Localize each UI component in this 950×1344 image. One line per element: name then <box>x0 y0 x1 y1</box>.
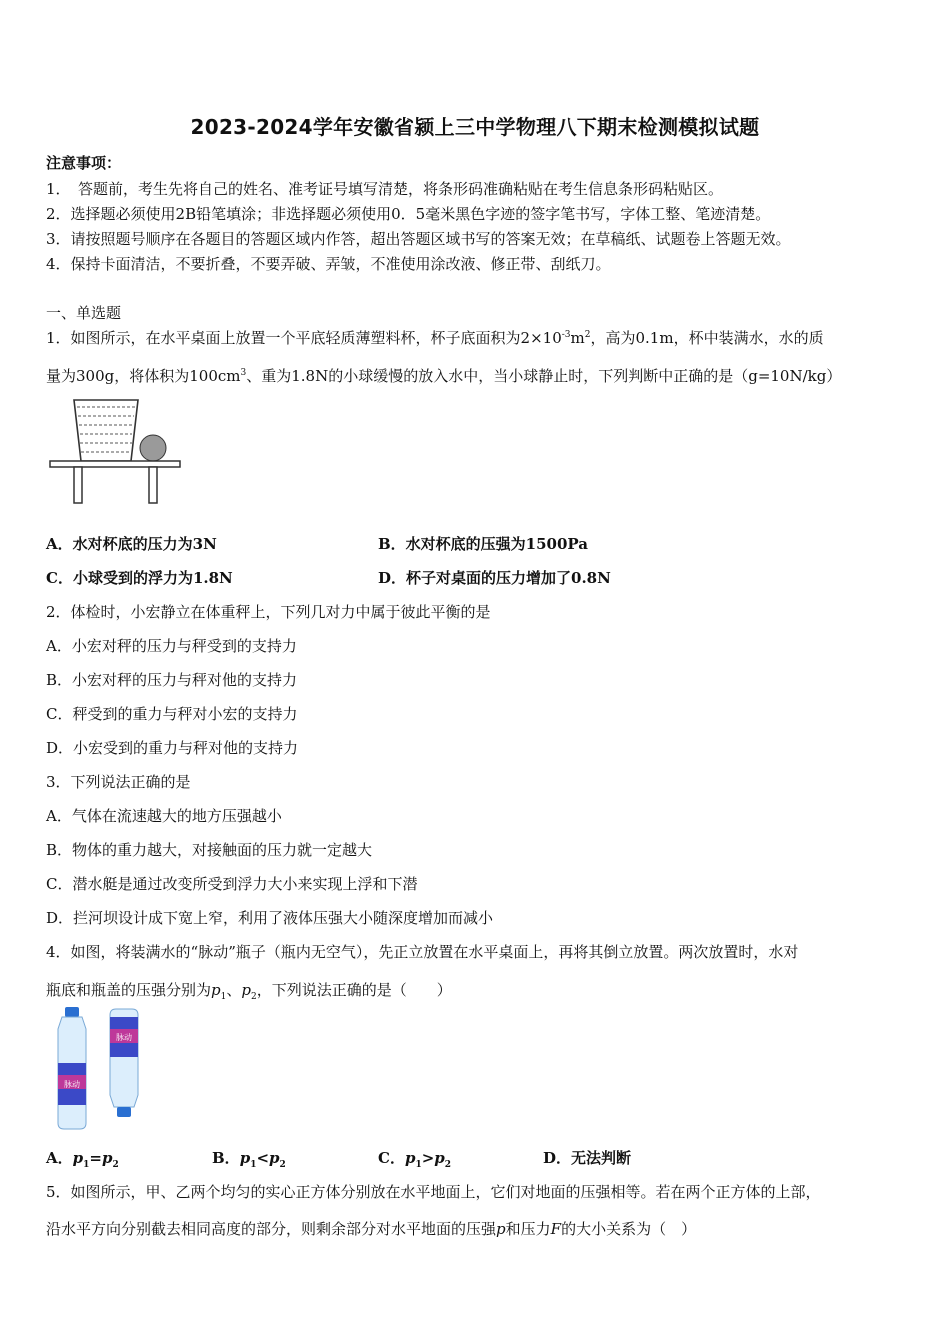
q4-option-c: C．$p_1>p_2$ <box>378 1149 452 1170</box>
svg-text:脉动: 脉动 <box>116 1033 132 1042</box>
q4-option-b: B．$p_1<p_2$ <box>212 1149 286 1170</box>
q3-option-b: B．物体的重力越大，对接触面的压力就一定越大 <box>46 841 373 859</box>
notice-heading: 注意事项： <box>46 154 122 172</box>
q2-stem: 2．体检时，小宏静立在体重秤上，下列几对力中属于彼此平衡的是 <box>46 603 491 621</box>
svg-text:脉动: 脉动 <box>64 1080 80 1089</box>
q5-stem-line1: 5．如图所示，甲、乙两个均匀的实心正方体分别放在水平地面上，它们对地面的压强相等。若在两个正方体的上部， <box>46 1183 821 1201</box>
q2-option-d: D．小宏受到的重力与秤对他的支持力 <box>46 739 299 757</box>
notice-item-2: 2．选择题必须使用2B铅笔填涂；非选择题必须使用0．5毫米黑色字迹的签字笔书写，字体工整、笔迹清楚。 <box>46 205 771 223</box>
q3-option-d: D．拦河坝设计成下宽上窄，利用了液体压强大小随深度增加而减小 <box>46 909 494 927</box>
cup-on-table-figure <box>46 392 186 506</box>
q4-stem-line2: 瓶底和瓶盖的压强分别为$p_1$、$p_2$，下列说法正确的是（ ） <box>46 981 452 1002</box>
q3-option-c: C．潜水艇是通过改变所受到浮力大小来实现上浮和下潜 <box>46 875 418 893</box>
q3-option-a: A．气体在流速越大的地方压强越小 <box>46 807 282 825</box>
q4-option-d: D．无法判断 <box>543 1149 632 1167</box>
q3-stem: 3．下列说法正确的是 <box>46 773 191 791</box>
q1-option-b: B．水对杯底的压强为1500Pa <box>378 535 589 553</box>
q1-option-a: A．水对杯底的压力为3N <box>46 535 217 553</box>
q1-stem-line2: 量为300g，将体积为$100cm^3$、重为1.8N的小球缓慢的放入水中，当小球静止时，下列判断中正确的是（g=10N/kg） <box>46 367 842 385</box>
q1-stem-line1: 1．如图所示，在水平桌面上放置一个平底轻质薄塑料杯，杯子底面积为$2\times 10^{-3}m^2$，高为0.1m，杯中装满水，水的质 <box>46 329 824 347</box>
q1-option-d: D．杯子对桌面的压力增加了0.8N <box>378 569 611 587</box>
q2-option-a: A．小宏对秤的压力与秤受到的支持力 <box>46 637 297 655</box>
q2-option-c: C．秤受到的重力与秤对小宏的支持力 <box>46 705 298 723</box>
section-heading: 一、单选题 <box>46 304 122 322</box>
q4-stem-line1: 4．如图，将装满水的“脉动”瓶子（瓶内无空气），先正立放置在水平桌面上，再将其倒立放置。两次放置时，水对 <box>46 943 799 961</box>
q5-stem-line2: 沿水平方向分别截去相同高度的部分，则剩余部分对水平地面的压强p和压力F的大小关系为（ ） <box>46 1220 697 1238</box>
q4-option-a: A．$p_1=p_2$ <box>46 1149 119 1170</box>
page-title: 2023-2024学年安徽省颍上三中学物理八下期末检测模拟试题 <box>190 115 760 139</box>
bottles-figure <box>46 1005 166 1133</box>
notice-item-4: 4．保持卡面清洁，不要折叠，不要弄破、弄皱，不准使用涂改液、修正带、刮纸刀。 <box>46 255 611 273</box>
q1-option-c: C．小球受到的浮力为1.8N <box>46 569 233 587</box>
notice-item-3: 3．请按照题号顺序在各题目的答题区域内作答，超出答题区域书写的答案无效；在草稿纸、试题卷上答题无效。 <box>46 230 791 248</box>
q2-option-b: B．小宏对秤的压力与秤对他的支持力 <box>46 671 298 689</box>
notice-item-1: 1． 答题前，考生先将自己的姓名、准考证号填写清楚，将条形码准确粘贴在考生信息条形码粘贴区。 <box>46 180 724 198</box>
